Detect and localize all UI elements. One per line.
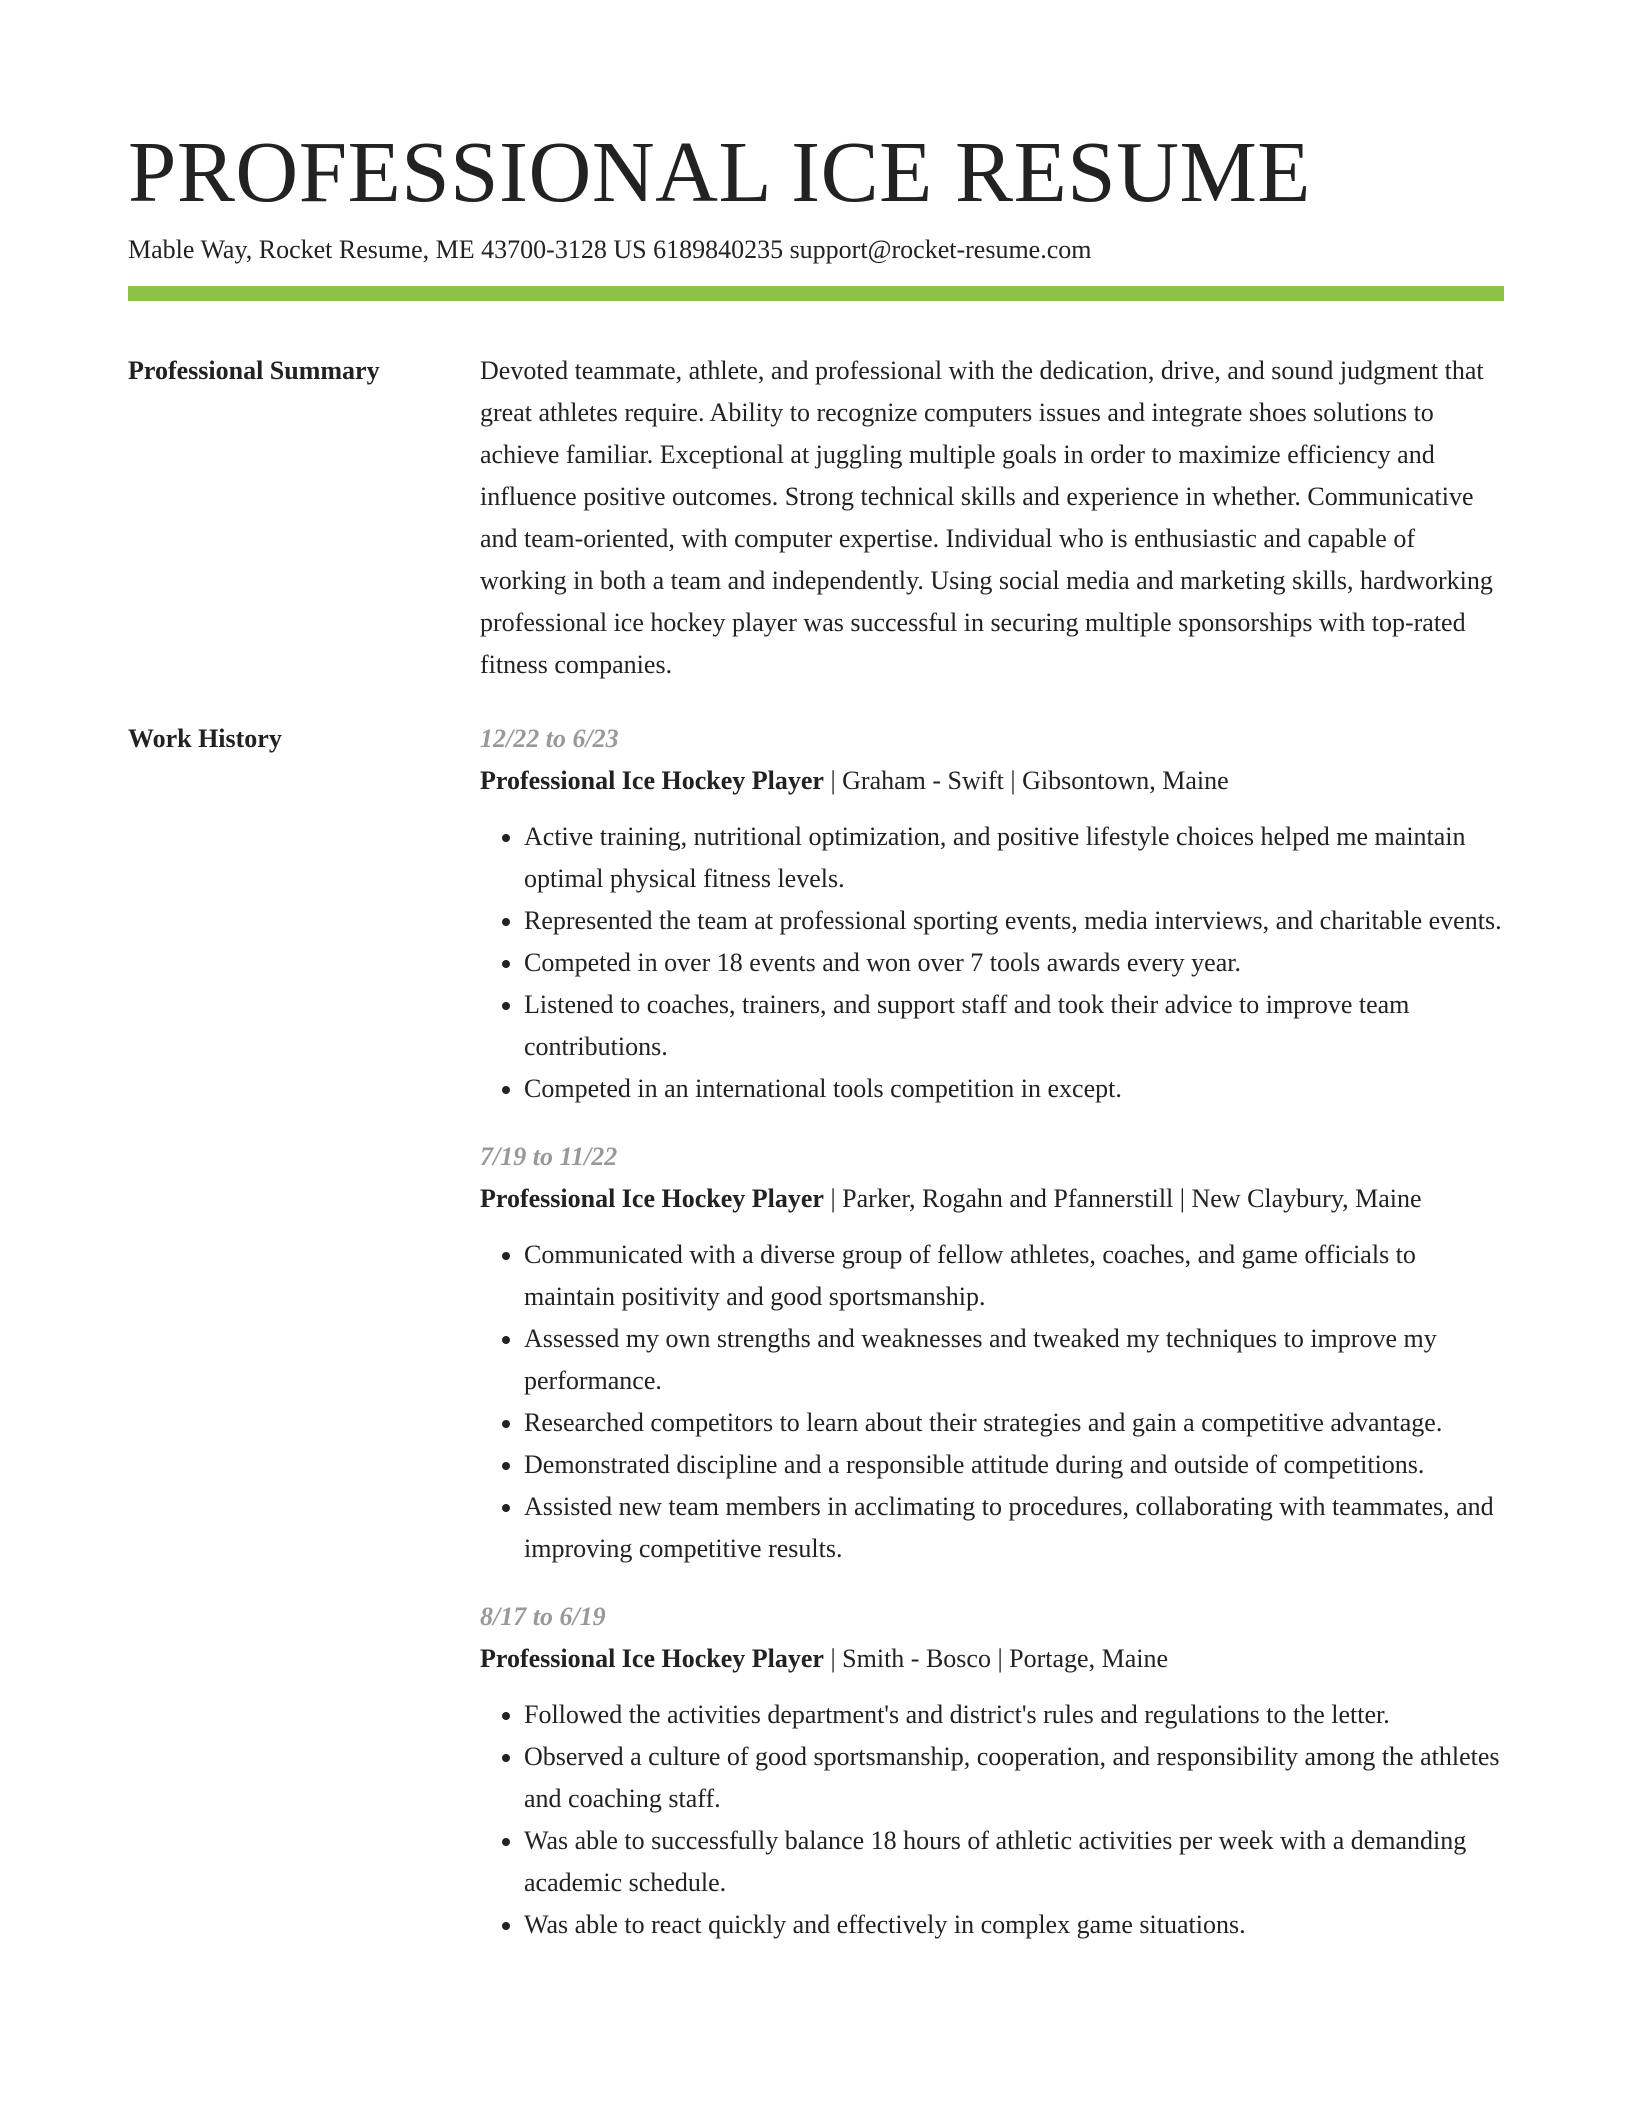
job-bullet: • Was able to successfully balance 18 hours of athletic activities per week with a demanding academic schedule. xyxy=(524,1820,1504,1904)
job-bullet: • Followed the activities department's and district's rules and regulations to the letter. xyxy=(524,1694,1504,1736)
job-title: Professional Ice Hockey Player xyxy=(480,766,824,795)
job-entry xyxy=(480,718,1504,1110)
job-bullet: • Competed in an international tools competition in except. xyxy=(524,1068,1504,1110)
summary-body xyxy=(480,350,1504,686)
header-divider xyxy=(128,286,1504,301)
job-title: Professional Ice Hockey Player xyxy=(480,1184,824,1213)
job-dates: 7/19 to 11/22 xyxy=(480,1142,618,1171)
job-bullet: • Was able to react quickly and effectively in complex game situations. xyxy=(524,1904,1504,1946)
job-bullet: • Communicated with a diverse group of fellow athletes, coaches, and game officials to maintain positivity and good sportsmanship. xyxy=(524,1234,1504,1318)
job-dates: 8/17 to 6/19 xyxy=(480,1602,606,1631)
summary-text: Devoted teammate, athlete, and professional with the dedication, drive, and sound judgment that great athletes require. Ability to recognize computers issues and integrate shoes solutions to achieve familiar. Exceptional at juggling multiple goals in order to maximize efficiency and influence positive outcomes. Strong technical skills and experience in whether. Communicative and team-oriented, with computer expertise. Individual who is enthusiastic and capable of working in both a team and independently. Using social media and marketing skills, hardworking professional ice hockey player was successful in securing multiple sponsorships with top-rated fitness companies. xyxy=(480,356,1493,679)
job-bullets xyxy=(480,1694,1504,1946)
job-title: Professional Ice Hockey Player xyxy=(480,1644,824,1673)
summary-heading: Professional Summary xyxy=(128,356,380,385)
job-bullet: • Listened to coaches, trainers, and support staff and took their advice to improve team contributions. xyxy=(524,984,1504,1068)
resume-name: PROFESSIONAL ICE RESUME xyxy=(128,123,1311,220)
job-bullet: • Observed a culture of good sportsmanship, cooperation, and responsibility among the athletes and coaching staff. xyxy=(524,1736,1504,1820)
job-dates: 12/22 to 6/23 xyxy=(480,724,619,753)
job-heading xyxy=(480,1178,1504,1220)
job-bullet: • Demonstrated discipline and a responsible attitude during and outside of competitions. xyxy=(524,1444,1504,1486)
job-heading xyxy=(480,1638,1504,1680)
work-history-body xyxy=(480,718,1504,1972)
contact-line: Mable Way, Rocket Resume, ME 43700-3128 US 6189840235 support@rocket-resume.com xyxy=(128,235,1092,264)
job-entry xyxy=(480,1136,1504,1570)
job-bullet: • Active training, nutritional optimization, and positive lifestyle choices helped me maintain optimal physical fitness levels. xyxy=(524,816,1504,900)
job-bullet: • Represented the team at professional sporting events, media interviews, and charitable events. xyxy=(524,900,1504,942)
job-heading xyxy=(480,760,1504,802)
job-details: | Graham - Swift | Gibsontown, Maine xyxy=(823,766,1229,795)
job-bullets xyxy=(480,1234,1504,1570)
job-bullet: • Competed in over 18 events and won over 7 tools awards every year. xyxy=(524,942,1504,984)
job-entry xyxy=(480,1596,1504,1946)
work-history-heading: Work History xyxy=(128,724,282,753)
job-details: | Parker, Rogahn and Pfannerstill | New Claybury, Maine xyxy=(823,1184,1422,1213)
job-bullet: • Researched competitors to learn about their strategies and gain a competitive advantage. xyxy=(524,1402,1504,1444)
job-bullet: • Assessed my own strengths and weaknesses and tweaked my techniques to improve my performance. xyxy=(524,1318,1504,1402)
job-bullet: • Assisted new team members in acclimating to procedures, collaborating with teammates, and improving competitive results. xyxy=(524,1486,1504,1570)
job-bullets xyxy=(480,816,1504,1110)
job-details: | Smith - Bosco | Portage, Maine xyxy=(823,1644,1168,1673)
